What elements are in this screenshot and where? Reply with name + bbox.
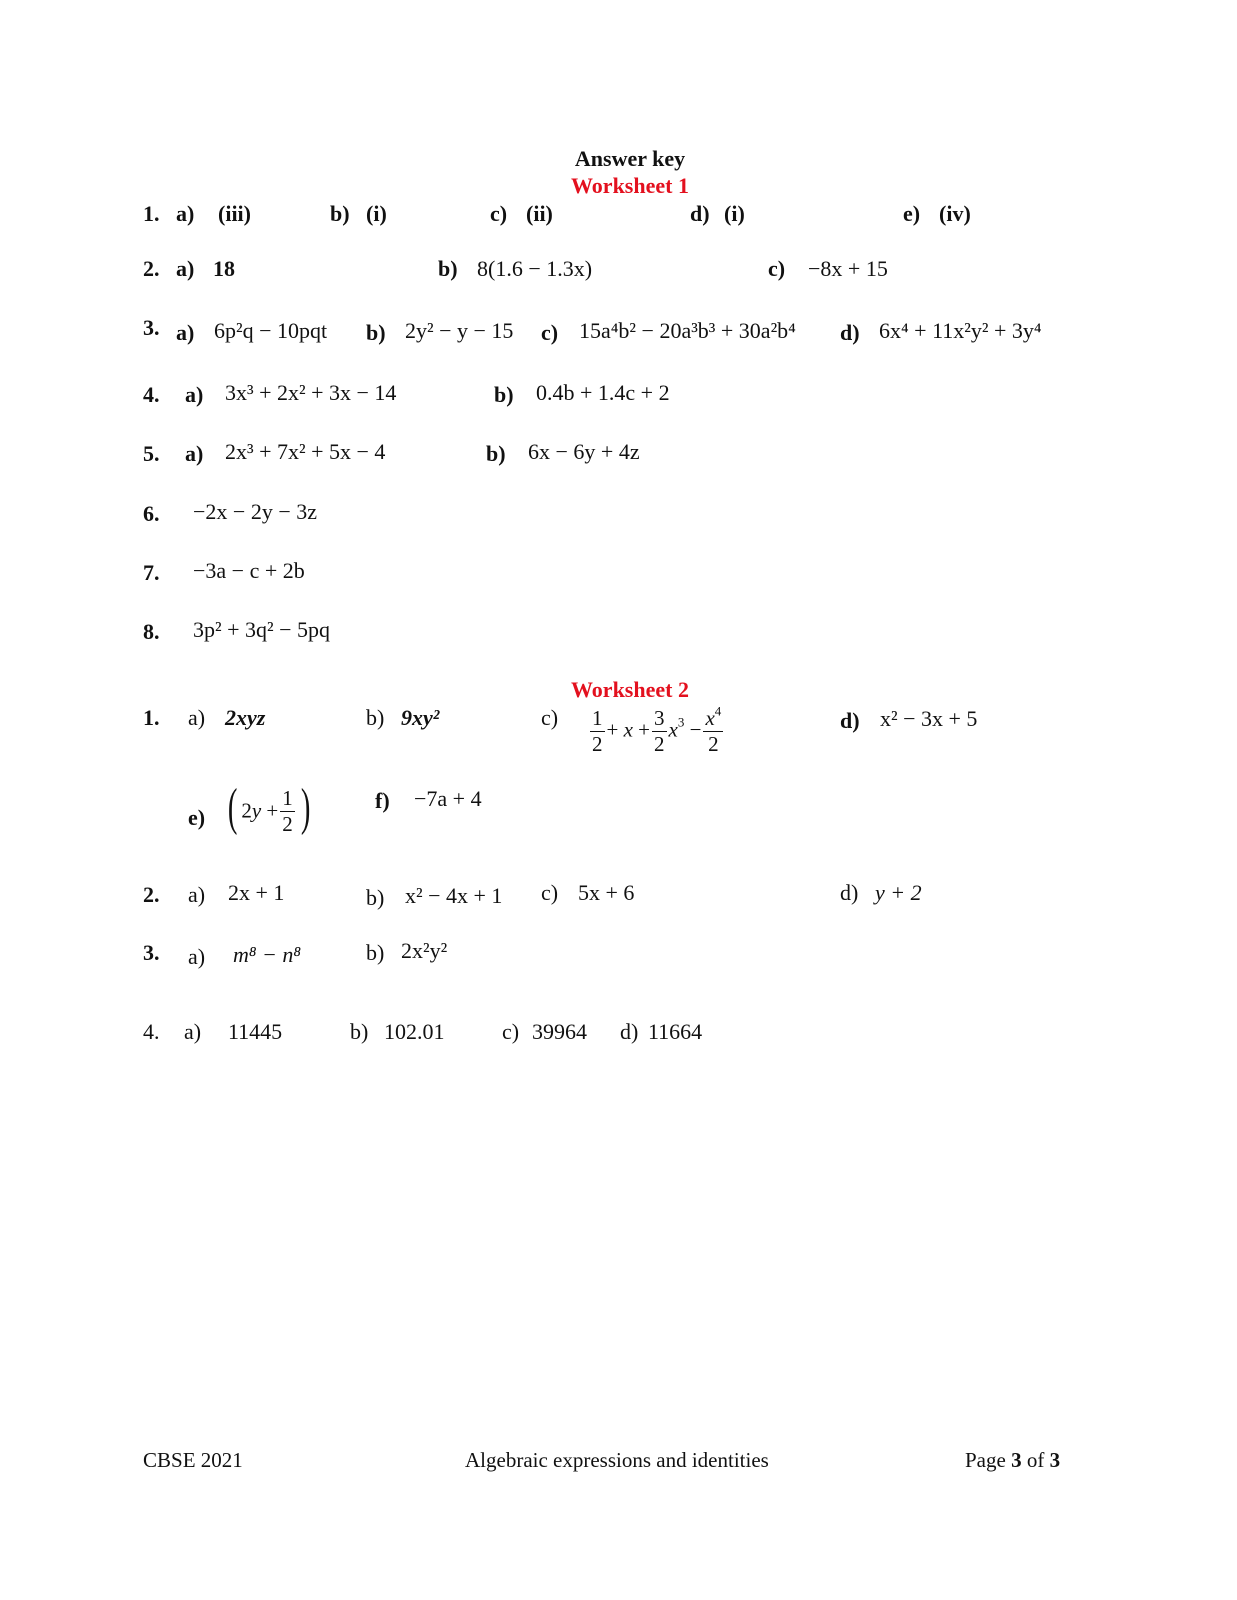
ws2-q3-a-answer: m⁸ − n⁸ (233, 942, 302, 967)
ws1-q3-b-label: b) (366, 320, 386, 345)
ws2-q1-number: 1. (143, 705, 160, 730)
ws1-q3-a-answer: 6p²q − 10pqt (214, 318, 328, 343)
ws1-q2-b-label: b) (438, 256, 458, 281)
ws2-q4-b-label: b) (350, 1019, 369, 1044)
ws1-q8-answer: 3p² + 3q² − 5pq (193, 617, 331, 642)
ws1-q4-number: 4. (143, 382, 160, 407)
ws2-q1-c-answer: $\frac{1}{2}$ + x + $\frac{3}{2}$ $x^3$ − $\frac{x^4}{2}$ (592, 703, 722, 756)
ws1-q3-c-answer: 15a⁴b² − 20a³b³ + 30a²b⁴ (579, 318, 796, 343)
ws1-q7-answer: −3a − c + 2b (193, 558, 305, 583)
footer-page-current: 3 (1011, 1448, 1022, 1472)
ws1-q2-c-label: c) (768, 256, 786, 281)
footer-page-total: 3 (1049, 1448, 1061, 1472)
ws2-q4-d-label: d) (620, 1019, 639, 1044)
ws2-q2-b-label: b) (366, 885, 385, 910)
ws2-q1-d-answer: x² − 3x + 5 (880, 706, 978, 731)
ws1-q3-b-answer: 2y² − y − 15 (405, 318, 514, 343)
ws1-q1-c-answer: (ii) (526, 201, 553, 226)
ws1-q3-d-label: d) (840, 320, 860, 345)
ws1-q1-e-answer: (iv) (939, 201, 971, 226)
ws2-q1-f-answer: −7a + 4 (414, 786, 482, 811)
ws1-q1-d-answer: (i) (724, 201, 745, 226)
page-title: Answer key (574, 146, 686, 171)
ws2-q4-number: 4. (143, 1019, 160, 1044)
ws1-q6-number: 6. (143, 501, 160, 526)
ws1-q1-d-label: d) (690, 201, 710, 226)
ws2-q1-e-label: e) (188, 805, 206, 830)
ws2-q1-b-label: b) (366, 705, 385, 730)
ws2-q2-c-label: c) (541, 880, 559, 905)
ws1-q5-b-answer: 6x − 6y + 4z (528, 439, 640, 464)
footer-page-prefix: Page (965, 1448, 1012, 1472)
ws2-q4-a-label: a) (184, 1019, 202, 1044)
ws1-q5-a-label: a) (185, 441, 204, 466)
ws1-q2-b-answer: 8(1.6 − 1.3x) (477, 256, 593, 281)
ws1-q3-number: 3. (143, 315, 160, 340)
ws2-q2-a-label: a) (188, 882, 206, 907)
ws2-q2-c-answer: 5x + 6 (578, 880, 635, 905)
ws1-q1-a-label: a) (176, 201, 195, 226)
ws2-q2-b-answer: x² − 4x + 1 (405, 883, 503, 908)
ws2-q3-b-answer: 2x²y² (401, 938, 448, 963)
ws2-q2-number: 2. (143, 882, 160, 907)
ws2-q2-d-label: d) (840, 880, 859, 905)
ws2-q4-d-answer: 11664 (648, 1019, 703, 1044)
ws1-q1-number: 1. (143, 201, 160, 226)
ws2-q1-b-answer: 9xy² (401, 705, 440, 730)
ws1-q3-c-label: c) (541, 320, 559, 345)
ws1-q3-d-answer: 6x⁴ + 11x²y² + 3y⁴ (879, 318, 1042, 343)
ws1-q1-c-label: c) (490, 201, 508, 226)
ws2-q1-a-label: a) (188, 705, 206, 730)
ws1-q4-a-label: a) (185, 382, 204, 407)
ws1-q2-number: 2. (143, 256, 160, 281)
ws1-q1-e-label: e) (903, 201, 921, 226)
ws1-q3-a-label: a) (176, 320, 195, 345)
ws1-q4-b-label: b) (494, 382, 514, 407)
ws1-q7-number: 7. (143, 560, 160, 585)
ws2-q1-a-answer: 2xyz (225, 705, 266, 730)
ws1-q5-b-label: b) (486, 441, 506, 466)
footer-left: CBSE 2021 (143, 1448, 243, 1472)
ws2-q3-b-label: b) (366, 940, 385, 965)
ws1-q1-b-label: b) (330, 201, 350, 226)
ws1-q2-c-answer: −8x + 15 (808, 256, 888, 281)
ws2-q3-number: 3. (143, 940, 160, 965)
ws2-q4-c-answer: 39964 (532, 1019, 587, 1044)
ws1-q8-number: 8. (143, 619, 160, 644)
ws2-q1-e-answer: ( 2y + $\frac{1}{2}$ ) (227, 779, 311, 836)
footer-page-mid: of (1021, 1448, 1050, 1472)
ws1-q2-a-answer: 18 (213, 256, 235, 281)
ws2-q2-a-answer: 2x + 1 (228, 880, 285, 905)
ws1-q5-number: 5. (143, 441, 160, 466)
ws2-q3-a-label: a) (188, 944, 206, 969)
ws2-q4-b-answer: 102.01 (384, 1019, 445, 1044)
ws1-q1-a-answer: (iii) (218, 201, 251, 226)
ws1-q6-answer: −2x − 2y − 3z (193, 499, 317, 524)
footer-page-number (965, 1448, 1060, 1473)
ws2-q1-c-label: c) (541, 705, 559, 730)
ws1-q1-b-answer: (i) (366, 201, 387, 226)
ws1-q5-a-answer: 2x³ + 7x² + 5x − 4 (225, 439, 386, 464)
ws2-q1-d-label: d) (840, 708, 860, 733)
worksheet-2-heading: Worksheet 2 (571, 677, 689, 702)
ws2-q1-f-label: f) (375, 788, 390, 813)
ws1-q2-a-label: a) (176, 256, 195, 281)
footer-center: Algebraic expressions and identities (465, 1448, 769, 1472)
ws1-q4-a-answer: 3x³ + 2x² + 3x − 14 (225, 380, 397, 405)
worksheet-1-heading: Worksheet 1 (571, 173, 689, 198)
ws1-q4-b-answer: 0.4b + 1.4c + 2 (536, 380, 670, 405)
ws2-q4-c-label: c) (502, 1019, 520, 1044)
ws2-q2-d-answer: y + 2 (875, 880, 922, 905)
ws2-q4-a-answer: 11445 (228, 1019, 283, 1044)
